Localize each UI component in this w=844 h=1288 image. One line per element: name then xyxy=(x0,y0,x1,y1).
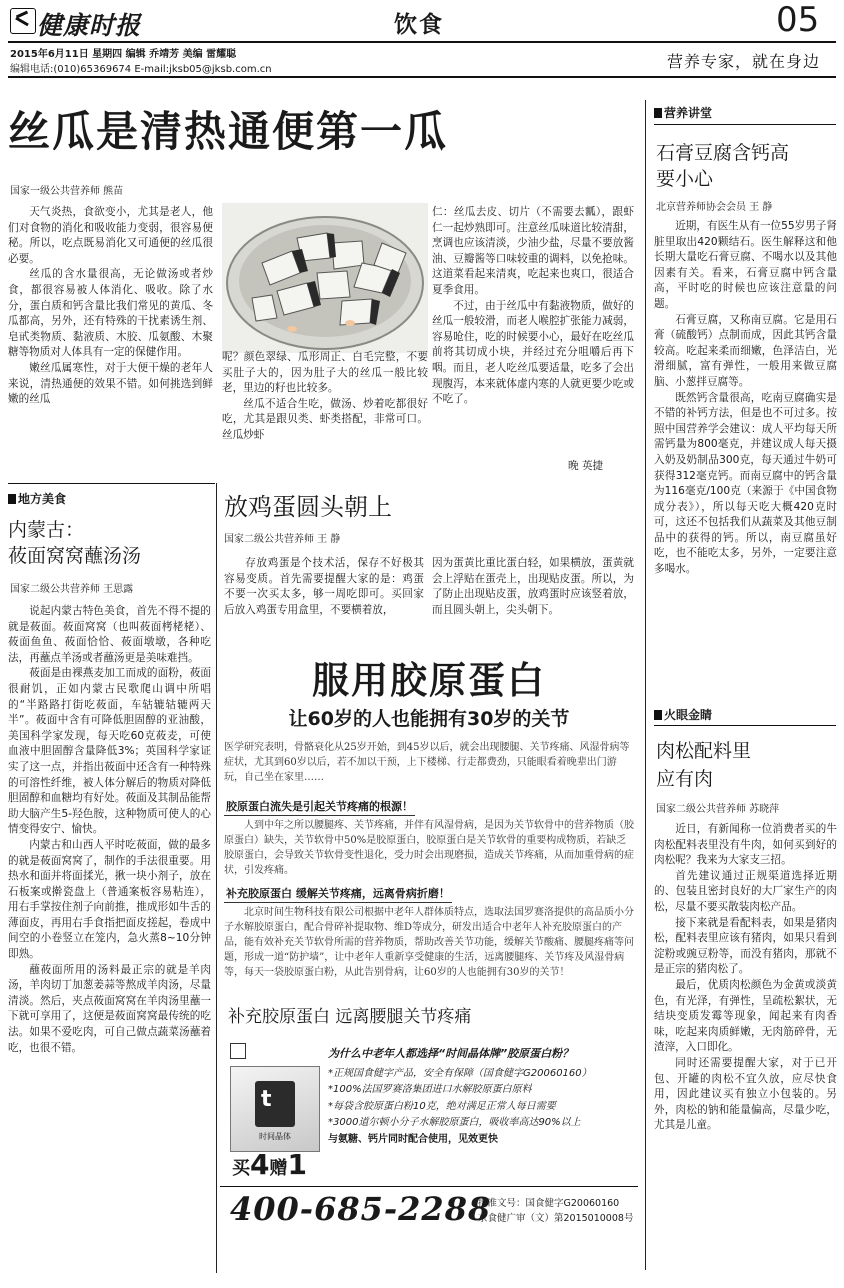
slogan: 营养专家，就在身边 xyxy=(667,52,821,71)
paragraph: 因为蛋黄比重比蛋白轻，如果横放，蛋黄就会上浮贴在蛋壳上，出现贴皮蛋。所以，为了防止出现贴皮蛋，放鸡蛋时应该竖着放，而且圆头朝上，尖头朝下。 xyxy=(432,557,634,616)
paragraph: 蘸莜面所用的汤料最正宗的就是羊肉汤，羊肉切丁加葱姜蒜等熬成羊肉汤，尽量清淡。然后，夹点莜面窝窝在羊肉汤里蘸一下就可享用了，这便是莜面窝窝最传统的吃法。如果不爱吃肉，可自己做点蔬菜汤蘸着吃，也很不错。 xyxy=(8,963,211,1054)
promo-number: 1 xyxy=(287,1148,307,1181)
approval-line-1: 批准文号：国食健字G20060160 xyxy=(478,1198,620,1209)
date-line: 2015年6月11日 星期四 编辑 乔靖芳 美编 雷耀聪 xyxy=(10,49,237,60)
paragraph: 丝瓜不适合生吃，做汤、炒着吃都很好吃，尤其是跟贝类、虾类搭配，非常可口。丝瓜炒虾 xyxy=(222,397,428,441)
paragraph: 丝瓜的含水量很高，无论做汤或者炒食，都很容易被人体消化、吸收。除了水分，蛋白质和钙含量比我们常见的黄瓜、冬瓜都高，另外，还有特殊的干扰素诱生剂、皂甙类物质、黏液质、木胶、瓜氨酸、木聚糖等物质对人体具有一定的保健作用。 xyxy=(8,268,213,359)
ad-intro: 医学研究表明，骨骼衰化从25岁开始，到45岁以后，就会出现腰腿、关节疼痛、风湿骨病等症状，尤其到60岁以后，若不加以干预，上下楼梯、行走都费劲，只能眼看着晚辈出门游玩，自己坐在家里…… xyxy=(224,742,630,783)
lead-byline: 国家一级公共营养师 熊苗 xyxy=(10,186,124,197)
ad-subheadline: 让60岁的人也能拥有30岁的关节 xyxy=(288,708,570,730)
egg-byline: 国家二级公共营养师 王 静 xyxy=(224,534,341,545)
paragraph: 天气炎热，食欲变小，尤其是老人，他们对食物的消化和吸收能力变弱，很容易便秘。所以，吃点既易消化又可通便的丝瓜很必要。 xyxy=(8,206,213,265)
paragraph: 既然钙含量很高，吃南豆腐确实是不错的补钙方法，但是也不可过多。按照中国营养学会建议：成人平均每天所需钙量为800毫克，并建议成人每天摄入奶及奶制品300克，每天通过牛奶可获得312毫克钙。而南豆腐中的钙含量为116毫克/100克（来源于《中国食物成分表》），所以每天吃大概420克时可，这还不包括我们从蔬菜及其他豆制品中的获得的钙。所以，南豆腐虽好吃，也不能吃太多，另外，一定要注意多喝水。 xyxy=(654,391,837,576)
eye-byline: 国家二级公共营养师 苏晓萍 xyxy=(656,804,780,815)
bullet: 与氨糖、钙片同时配合使用，见效更快 xyxy=(328,1133,498,1145)
talk-section-label: 营养讲堂 xyxy=(654,104,712,121)
paragraph: 接下来就是看配料表，如果是猪肉松，配料表里应该有猪肉，如果只看到淀粉或豌豆粉等，而没有猪肉，那就不是正宗的猪肉松了。 xyxy=(654,916,837,976)
bullet: *3000道尔顿小分子水解胶原蛋白，吸收率高达90%以上 xyxy=(328,1117,581,1129)
paragraph: 嫩丝瓜属寒性，对于大便干燥的老年人来说，清热通便的效果不错。如何挑选到鲜嫩的丝瓜 xyxy=(8,361,213,406)
paragraph: 不过，由于丝瓜中有黏液物质，做好的丝瓜一般较滑，而老人喉腔扩张能力减弱，容易呛住，吃的时候要小心，最好在吃丝瓜前将其切成小块，并经过充分咀嚼后再下咽。而且，老人吃丝瓜要适量，吃多了会出现腹泻，本来就体虚内寒的人就更要少吃或不吃了。 xyxy=(432,299,634,406)
lead-column-2 xyxy=(222,350,428,476)
collagen-advertisement xyxy=(220,648,638,1268)
talk-title-line1: 石膏豆腐含钙高 xyxy=(656,142,790,164)
promo-number: 4 xyxy=(250,1148,270,1181)
loofah-dish-photo xyxy=(222,203,428,353)
paragraph: 同时还需要提醒大家，对于已开包、开罐的肉松不宜久放，应尽快食用，因此建议买有独立小包装的。另外，肉松的钠和能量偏高，尽量少吃，尤其是儿童。 xyxy=(654,1056,837,1132)
lead-author: 晚 英捷 xyxy=(568,460,604,472)
contact-line: 编辑电话:(010)65369674 E-mail:jksb05@jksb.com.cn xyxy=(10,64,272,75)
bullet: *正规国食健字产品，安全有保障（国食健字G20060160） xyxy=(328,1068,592,1079)
ad-highlight: 补充胶原蛋白 远离腰腿关节疼痛 xyxy=(228,1007,472,1027)
egg-headline: 放鸡蛋圆头朝上 xyxy=(224,493,392,521)
egg-column-1 xyxy=(224,556,424,636)
section-title: 饮食 xyxy=(394,12,444,38)
regional-body xyxy=(8,604,211,1236)
newspaper-logo-icon xyxy=(10,8,36,34)
paragraph: 近期，有医生从有一位55岁男子肾脏里取出420颗结石。医生解释这和他长期大量吃石膏豆腐、不喝水以及其他因素有关。看来，石膏豆腐中钙含量高，平时吃的时候也应该注意量的问题。 xyxy=(654,220,837,310)
lead-column-3 xyxy=(432,205,634,460)
paragraph: 呢？颜色翠绿、瓜形周正、白毛完整，不要买肚子大的，因为肚子大的丝瓜一般比较老，里边的籽也比较多。 xyxy=(222,351,428,395)
paragraph: 仁：丝瓜去皮、切片（不需要去瓤），跟虾仁一起炒熟即可。注意丝瓜味道比较清甜，烹调也应该清淡，少油少盐，尽量不要放酱油、豆瓣酱等口味较重的调料，以免抢味。这道菜看起来清爽，吃起来也爽口，很适合夏季食用。 xyxy=(432,206,634,296)
paragraph: 内蒙古和山西人平时吃莜面，做的最多的就是莜面窝窝了，制作的手法很重要。用热水和面并将面揉光，揪一块小剂子，放在石板案或擀瓷盘上（普通案板容易粘连），用右手掌按住剂子向前推，推成形如牛舌的薄面皮，再用右手食指把面皮搓起，卷成中间空的小卷竖立在笼内，急火蒸8~10分钟即熟。 xyxy=(8,838,211,961)
ad-bullets xyxy=(328,1066,634,1148)
paragraph: 存放鸡蛋是个技术活，保存不好极其容易变质。首先需要提醒大家的是：鸡蛋不要一次买太多，够一周吃即可。买回家后放入鸡蛋专用盒里，不要横着放， xyxy=(224,557,424,616)
eye-title-line2: 应有肉 xyxy=(656,768,714,790)
page-number: 05 xyxy=(776,0,820,40)
promo-text: 买 xyxy=(232,1158,250,1179)
eye-section-label: 火眼金睛 xyxy=(654,706,712,723)
regional-title-line2: 莜面窝窝蘸汤汤 xyxy=(8,545,142,567)
talk-title-line2: 要小心 xyxy=(656,168,714,190)
ad-paragraph-2: 北京时间生物科技有限公司根据中老年人群体质特点，选取法国罗赛洛提供的高品质小分子水解胶原蛋白，配合骨碎补提取物、维D等成分，研发出适合中老年人补充胶原蛋白的产品，能有效补充关节软骨所需的营养物质，帮助改善关节功能，缓解关节酸痛、腰腿疼痛等问题，形成一道“防护墙”，让中老年人重新享受健康的生活，远离腰腿疼、关节疼及风湿骨病等，每天一袋胶原蛋白粉，从此告别骨病，让60岁的人也能拥有30岁的关节！ xyxy=(224,907,634,978)
promo-buy-4-get-1 xyxy=(232,1148,307,1181)
regional-section-label: 地方美食 xyxy=(8,490,66,507)
talk-byline: 北京营养师协会会员 王 静 xyxy=(656,202,773,213)
eye-body xyxy=(654,822,837,1242)
bullet: *100%法国罗赛洛集团进口水解胶原蛋白原料 xyxy=(328,1084,532,1096)
bullet: *每袋含胶原蛋白粉10克，绝对满足正常人每日需要 xyxy=(328,1100,556,1112)
product-logo-icon xyxy=(230,1043,246,1059)
eye-title-line1: 肉松配料里 xyxy=(656,740,752,762)
regional-title-line1: 内蒙古： xyxy=(8,519,85,541)
paragraph: 最后，优质肉松颜色为金黄或淡黄色，有光泽，有弹性，呈疏松絮状，无结块变质发霉等现象，闻起来有肉香味，吃起来肉质鲜嫩，无肉筋碎骨，无渣滓，入口即化。 xyxy=(654,978,837,1054)
promo-text: 赠 xyxy=(269,1158,288,1179)
paragraph: 莜面是由裸燕麦加工而成的面粉，莜面很耐饥，正如内蒙古民歌爬山调中所唱的“半路路打街吃莜面，车轱辘轱辘两天半”。莜面中含有可降低胆固醇的亚油酸，美国科学家发现，每天吃60克莜麦，可使血液中胆固醇含量降低3%；英国科学家证实了这一点，并指出莜面中还含有一种特殊的可溶性纤维，被人体分解后的物质对降低胆固醇和血糖均有好处。莜面及其制品能帮助大脑产生5-羟色胺，这种物质可使人的心情变得安宁、愉快。 xyxy=(8,667,211,836)
ad-subhead-1: 胶原蛋白流失是引起关节疼痛的根源！ xyxy=(224,797,415,816)
ad-headline: 服用胶原蛋白 xyxy=(312,659,546,702)
approval-line-2: 京食健广审（文）第2015010008号 xyxy=(478,1213,634,1224)
ad-subhead-2: 补充胶原蛋白 缓解关节疼痛，远离骨病折磨！ xyxy=(224,884,452,903)
product-box-image: t 时间晶体 xyxy=(230,1066,320,1152)
lead-headline: 丝瓜是清热通便第一瓜 xyxy=(8,107,449,156)
lead-column-1 xyxy=(8,205,213,475)
paragraph: 近日，有新闻称一位消费者买的牛肉松配料表里没有牛肉，如何买到好的肉松呢？我来为大家支三招。 xyxy=(654,823,837,867)
paragraph: 说起内蒙古特色美食，首先不得不提的就是莜面。莜面窝窝（也叫莜面栲栳栳）、莜面鱼鱼、莜面恰恰、莜面墩墩，各种吃法，再蘸点羊汤或者蘸汤更是美味难挡。 xyxy=(8,605,211,664)
paragraph: 石膏豆腐，又称南豆腐。它是用石膏（硫酸钙）点制而成，因此其钙含量较高。吃起来柔而细嫩，色泽洁白，光滑细腻，富有弹性，一般用来做豆腐脑、小葱拌豆腐等。 xyxy=(654,313,837,388)
ad-paragraph-1: 人到中年之所以腰腿疼、关节疼痛，并伴有风湿骨病，是因为关节软骨中的营养物质（胶原蛋白）缺失，关节软骨中50%是胶原蛋白，胶原蛋白是关节软骨的重要构成物质，若缺乏胶原蛋白，会导致关节软骨变性退化，受力时会出现磨损，造成关节疼痛，从而加重骨病的症状，引发疼痛。 xyxy=(224,820,634,876)
ad-question: 为什么中老年人都选择“时间晶体牌”胶原蛋白粉？ xyxy=(328,1047,574,1060)
ad-phone[interactable]: 400-685-2288 xyxy=(230,1190,492,1228)
talk-body xyxy=(654,219,837,699)
paragraph: 首先建议通过正规渠道选择近期的、包装且密封良好的大厂家生产的肉松，尽量不要买散装肉松产品。 xyxy=(654,869,837,913)
product-label: 时间晶体 xyxy=(259,1132,291,1141)
regional-byline: 国家二级公共营养师 王思露 xyxy=(10,584,134,595)
newspaper-logo: 健康时报 xyxy=(37,11,142,40)
egg-column-2 xyxy=(432,556,634,636)
